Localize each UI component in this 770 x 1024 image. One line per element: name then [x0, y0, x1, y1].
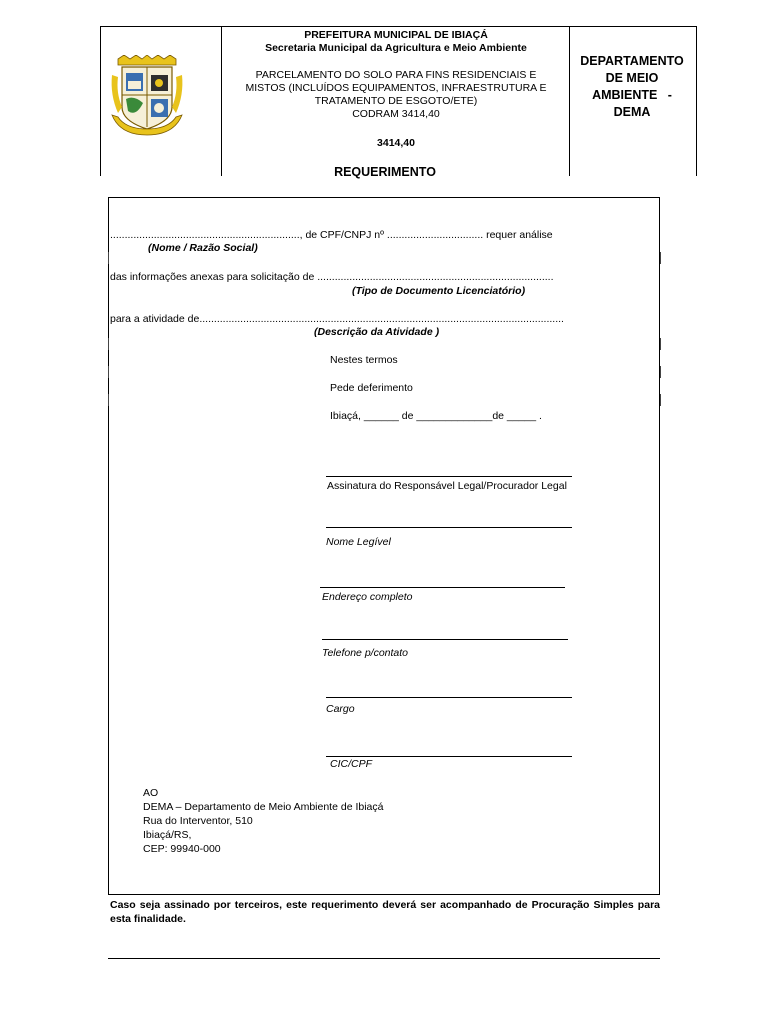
addressee-line-1: AO [143, 787, 159, 799]
addressee-line-3: Rua do Interventor, 510 [143, 815, 253, 827]
addressee-line-2: DEMA – Departamento de Meio Ambiente de Ibiaçá [143, 801, 384, 813]
closing-request: Pede deferimento [330, 382, 413, 394]
header-divider-2 [569, 26, 570, 176]
activity-field-line[interactable]: para a atividade de............................................................................................................................. [110, 313, 564, 325]
margin-tick [108, 252, 109, 264]
cpf-line[interactable] [326, 756, 572, 757]
name-field-label: (Nome / Razão Social) [148, 242, 258, 254]
subject-line-1: PARCELAMENTO DO SOLO PARA FINS RESIDENCIAIS E [255, 69, 537, 81]
document-type-field-label: (Tipo de Documento Licenciatório) [352, 285, 526, 297]
addressee-block [143, 786, 383, 856]
header-right-border [696, 26, 697, 176]
header-divider-1 [221, 26, 222, 176]
name-legible-label: Nome Legível [326, 536, 391, 548]
margin-tick [660, 252, 661, 264]
name-field-line[interactable]: ................................................................., de CPF/CNPJ nº ................................. requer análise [110, 229, 553, 241]
addressee-line-5: CEP: 99940-000 [143, 843, 221, 855]
bottom-rule [108, 958, 660, 959]
margin-tick [108, 394, 109, 406]
address-label: Endereço completo [322, 591, 413, 603]
activity-field-label: (Descrição da Atividade ) [314, 326, 440, 338]
phone-line[interactable] [322, 639, 568, 640]
role-line[interactable] [326, 697, 572, 698]
municipality-name: PREFEITURA MUNICIPAL DE IBIAÇÁ [304, 29, 488, 41]
department-line-1: DEPARTAMENTO [580, 54, 684, 68]
department-line-3: AMBIENTE - [592, 88, 672, 102]
signature-label: Assinatura do Responsável Legal/Procurador Legal [327, 480, 567, 492]
department-line-4: DEMA [613, 105, 651, 119]
header-top-border [100, 26, 697, 27]
margin-tick [108, 366, 109, 378]
place-date-field[interactable]: Ibiaçá, ______ de _____________de _____ . [330, 410, 542, 422]
municipal-crest-logo [110, 55, 184, 137]
document-title: REQUERIMENTO [334, 165, 436, 179]
margin-tick [660, 338, 661, 350]
addressee-line-4: Ibiaçá/RS, [143, 829, 192, 841]
phone-label: Telefone p/contato [322, 647, 409, 659]
name-legible-line[interactable] [326, 527, 572, 528]
signature-line[interactable] [326, 476, 572, 477]
header-left-border [100, 26, 101, 176]
role-label: Cargo [326, 703, 355, 715]
subject-line-3: TRATAMENTO DE ESGOTO/ETE) [314, 94, 478, 107]
margin-tick [660, 366, 661, 378]
secretariat-name: Secretaria Municipal da Agricultura e Meio Ambiente [265, 42, 527, 54]
address-line[interactable] [320, 587, 565, 588]
closing-terms: Nestes termos [330, 354, 398, 366]
document-type-field-line[interactable]: das informações anexas para solicitação de ................................................................................. [110, 271, 554, 283]
margin-tick [108, 338, 109, 350]
subject-line-2: MISTOS (INCLUÍDOS EQUIPAMENTOS, INFRAESTRUTURA E [245, 81, 547, 94]
margin-tick [660, 394, 661, 406]
footnote: Caso seja assinado por terceiros, este requerimento deverá ser acompanhado de Procuração Simples para esta finalidade. [110, 899, 660, 925]
codram-line: CODRAM 3414,40 [352, 107, 440, 120]
header-text-block [224, 29, 568, 149]
cpf-label: CIC/CPF [330, 758, 372, 770]
department-block [572, 53, 692, 121]
department-line-2: DE MEIO [605, 71, 659, 85]
activity-code: 3414,40 [377, 136, 415, 149]
